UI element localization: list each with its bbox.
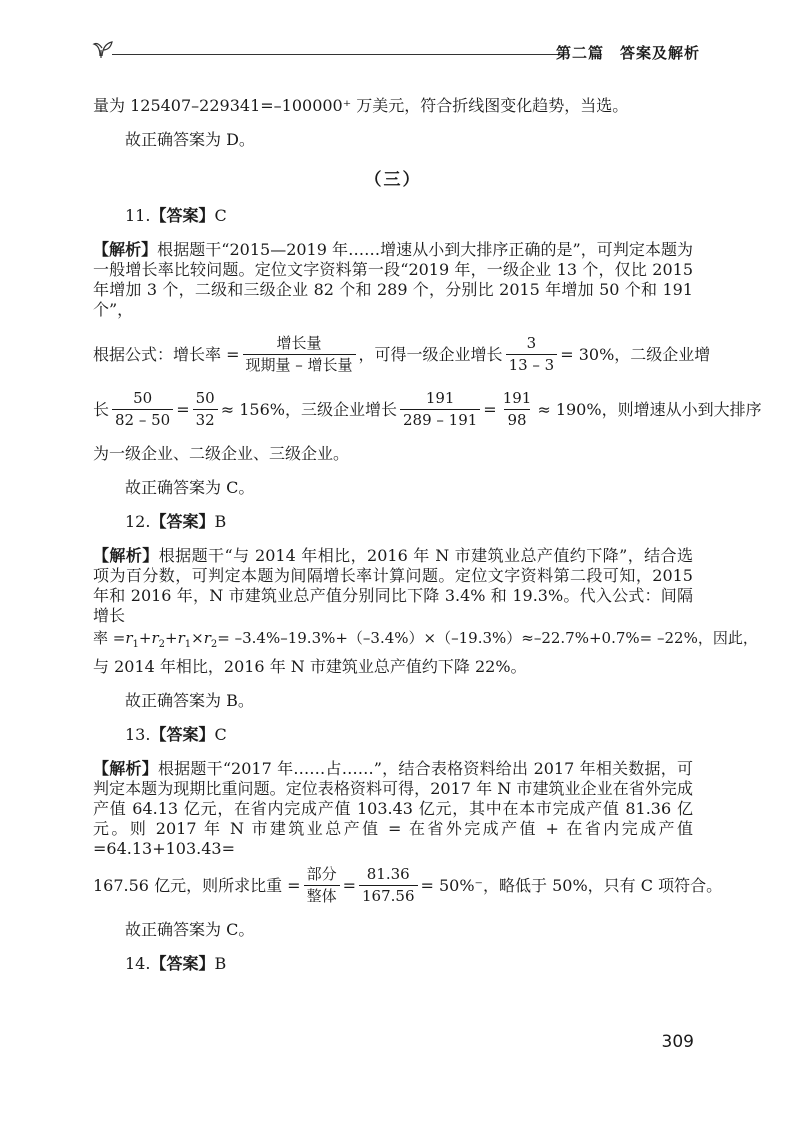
q12-analysis-text: 根据题干“与 2014 年相比，2016 年 N 市建筑业总产值约下降”，结合选项为百分数，可判定本题为间隔增长率计算问题。定位文字资料第二段可知，2015 年和 2016 年，N 市建筑业总产值分别同比下降 3.4% 和 19.3%。代入公式：间隔增长 — [93, 546, 693, 625]
q12-answer — [93, 512, 693, 532]
page-content — [93, 96, 762, 988]
q11-analysis-tag: 【解析】 — [93, 240, 158, 259]
q13-answer-tag: 【答案】 — [150, 725, 215, 744]
q12-analysis — [93, 546, 693, 626]
q11-formula2-suffix: ≈ 190%，则增速从小到大排序 — [537, 399, 762, 419]
q11-fraction-level1 — [506, 334, 558, 375]
q13-analysis — [93, 759, 693, 859]
q12-answer-value: B — [214, 512, 227, 531]
q11-fraction-level2-simplified — [193, 389, 218, 430]
q13-answer-value: C — [214, 725, 227, 744]
q12-formula — [93, 628, 758, 655]
q11-formula1-suffix: = 30%，二级企业增 — [560, 344, 711, 364]
equals-sign: = — [342, 875, 356, 895]
q13-analysis-tag: 【解析】 — [93, 759, 158, 778]
subscript: 2 — [158, 639, 166, 650]
fraction-denominator: 现期量 – 增长量 — [243, 354, 356, 375]
var-r: r — [177, 629, 185, 647]
q13-fraction-values — [359, 865, 418, 906]
page-number: 309 — [661, 1032, 694, 1052]
q11-formula1-prefix: 根据公式：增长率 = — [93, 344, 240, 364]
fraction-denominator: 13 – 3 — [506, 354, 558, 375]
plus-sign: + — [165, 629, 178, 647]
subscript: 2 — [210, 639, 218, 650]
fraction-denominator: 289 – 191 — [400, 409, 480, 430]
q11-text2: 为一级企业、二级企业、三级企业。 — [93, 444, 350, 463]
q11-answer-tag: 【答案】 — [150, 206, 215, 225]
q14-number: 14. — [125, 954, 151, 973]
q11-formula-1 — [93, 334, 711, 375]
q11-answer-value: C — [214, 206, 227, 225]
fraction-numerator: 191 — [502, 389, 532, 407]
q11-conclusion: 故正确答案为 C。 — [125, 478, 255, 497]
var-r: r — [125, 629, 133, 647]
fraction-denominator: 32 — [193, 409, 218, 430]
var-r: r — [151, 629, 159, 647]
fraction-denominator: 167.56 — [359, 885, 418, 906]
q13-number: 13. — [125, 725, 151, 744]
var-r: r — [203, 629, 211, 647]
fraction-numerator: 81.36 — [366, 865, 410, 883]
q11-formula2-prefix: 长 — [93, 399, 110, 419]
fraction-numerator: 191 — [425, 389, 455, 407]
q12-answer-tag: 【答案】 — [150, 512, 215, 531]
fraction-numerator: 50 — [133, 389, 153, 407]
fraction-numerator: 部分 — [306, 865, 337, 883]
q11-number: 11. — [125, 206, 151, 225]
q12-formula-prefix: 率 = — [93, 629, 126, 647]
q11-fraction-level3 — [400, 389, 480, 430]
equals-sign: = — [176, 399, 190, 419]
intro-line: 量为 125407–229341=–100000⁺ 万美元，符合折线图变化趋势，当选。 — [93, 96, 629, 115]
intro-conclusion: 故正确答案为 D。 — [125, 130, 255, 149]
q11-answer — [93, 206, 693, 226]
q13-formula-prefix: 167.56 亿元，则所求比重 = — [93, 875, 301, 895]
q12-number: 12. — [125, 512, 151, 531]
q13-analysis-text: 根据题干“2017 年……占……”，结合表格资料给出 2017 年相关数据，可判定本题为现期比重问题。定位表格资料可得，2017 年 N 市建筑业企业在省外完成产值 64.13 亿元，在省内完成产值 103.43 亿元，其中在本市完成产值 81.36 亿元。则 2017 年 N 市建筑业总产值 = 在省外完成产值 + 在省内完成产值 =64.13+103.43= — [93, 759, 693, 858]
sprout-icon — [92, 34, 122, 64]
header-rule — [112, 54, 560, 55]
fraction-denominator: 整体 — [304, 885, 340, 906]
q13-conclusion: 故正确答案为 C。 — [125, 920, 255, 939]
q12-conclusion: 故正确答案为 B。 — [125, 691, 254, 710]
q14-answer-tag: 【答案】 — [150, 954, 215, 973]
q12-text2: 与 2014 年相比，2016 年 N 市建筑业总产值约下降 22%。 — [93, 657, 527, 676]
q14-answer-value: B — [214, 954, 227, 973]
q12-formula-rest: = –3.4%–19.3%+（–3.4%）×（–19.3%）≈–22.7%+0.7%= –22%，因此， — [217, 629, 758, 647]
q13-answer — [93, 725, 693, 745]
q11-formula2-mid: ≈ 156%，三级企业增长 — [220, 399, 397, 419]
q11-analysis — [93, 240, 693, 320]
q11-formula1-mid: ，可得一级企业增长 — [358, 344, 503, 364]
fraction-numerator: 增长量 — [276, 334, 322, 352]
plus-sign: + — [138, 629, 152, 647]
fraction-denominator: 82 – 50 — [112, 409, 173, 430]
times-sign: × — [191, 629, 204, 647]
q14-answer — [93, 954, 693, 974]
q11-fraction-level3-simplified — [500, 389, 535, 430]
section-title: （三） — [364, 170, 422, 190]
page-header — [92, 34, 700, 64]
q12-analysis-tag: 【解析】 — [93, 546, 159, 565]
fraction-numerator: 50 — [195, 389, 215, 407]
q13-formula-suffix: = 50%⁻，略低于 50%，只有 C 项符合。 — [420, 875, 723, 895]
subscript: 1 — [132, 639, 139, 650]
q11-formula-2 — [93, 389, 762, 430]
q13-fraction-part-whole — [304, 865, 340, 906]
q11-fraction-growth-rate — [243, 334, 356, 375]
subscript: 1 — [184, 639, 192, 650]
q11-fraction-level2 — [112, 389, 173, 430]
q13-formula — [93, 865, 723, 906]
equals-sign: = — [483, 399, 497, 419]
fraction-numerator: 3 — [526, 334, 537, 352]
q11-analysis-text: 根据题干“2015—2019 年……增速从小到大排序正确的是”，可判定本题为一般增长率比较问题。定位文字资料第一段“2019 年，一级企业 13 个，仅比 2015 年增加 3 个，二级和三级企业 82 个和 289 个，分别比 2015 年增加 50 个和 191 个”， — [93, 240, 693, 319]
header-title: 第二篇 答案及解析 — [555, 44, 700, 62]
fraction-denominator: 98 — [504, 409, 529, 430]
